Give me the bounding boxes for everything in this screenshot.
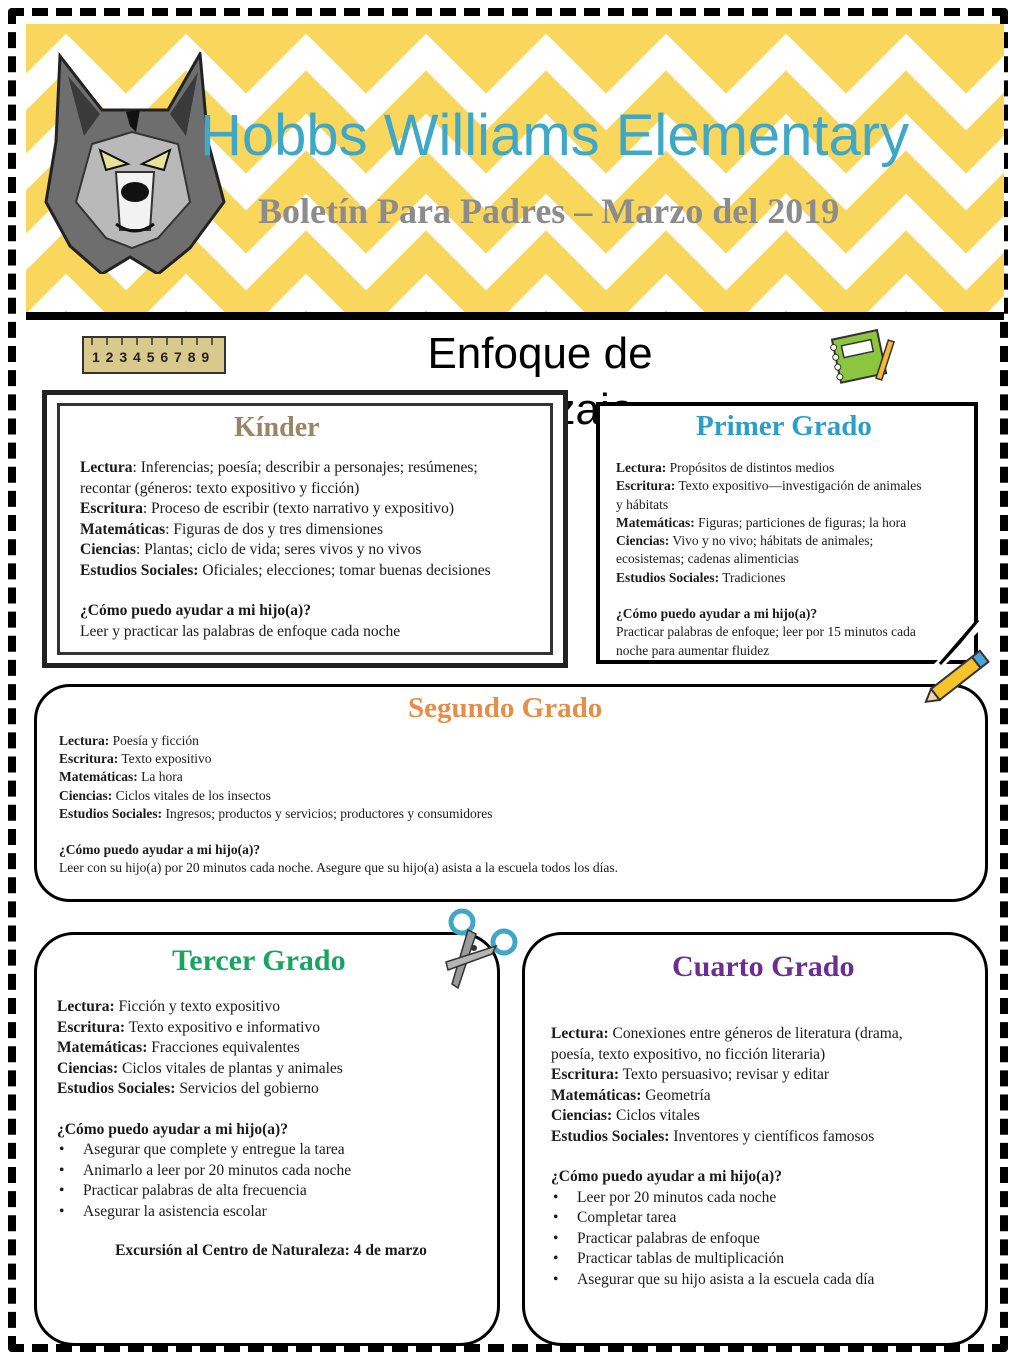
cuarto-grado-title: Cuarto Grado bbox=[672, 950, 855, 983]
tercer-help-list bbox=[57, 1140, 351, 1222]
kinder-title: Kínder bbox=[234, 412, 320, 443]
primer-help-question: ¿Cómo puedo ayudar a mi hijo(a)? bbox=[616, 606, 818, 622]
tercer-field-trip: Excursión al Centro de Naturaleza: 4 de marzo bbox=[115, 1242, 427, 1259]
kinder-content bbox=[80, 458, 491, 642]
tercer-grado-title: Tercer Grado bbox=[172, 944, 346, 977]
cuarto-help-question: ¿Cómo puedo ayudar a mi hijo(a)? bbox=[551, 1168, 782, 1185]
kinder-line: Ciencias: Plantas; ciclo de vida; seres vivos y no vivos bbox=[80, 541, 422, 558]
kinder-line: Lectura: Inferencias; poesía; describir a personajes; resúmenes; bbox=[80, 459, 478, 476]
list-item: • Practicar palabras de enfoque bbox=[551, 1229, 903, 1250]
segundo-grado-title: Segundo Grado bbox=[408, 692, 603, 724]
list-item: • Practicar tablas de multiplicación bbox=[551, 1249, 903, 1270]
kinder-help-answer: Leer y practicar las palabras de enfoque cada noche bbox=[80, 622, 401, 640]
list-item: • Asegurar que su hijo asista a la escuela cada día bbox=[551, 1270, 903, 1291]
list-item: • Leer por 20 minutos cada noche bbox=[551, 1188, 903, 1209]
primer-grado-content: Lectura: Propósitos de distintos medios Escritura: Texto expositivo—investigación de animales y hábitats Matemáticas: Figuras; particiones de figuras; la hora Ciencias: Vivo y no vivo; hábitats de animales; ecosistemas; cadenas alimenticias Estudios Sociales: Tradiciones ¿Cómo puedo ayudar a mi hijo(a)? Practicar palabras de enfoque; leer por 15 minutos cada noche para aumentar fluidez bbox=[616, 459, 922, 660]
list-item: • Asegurar que complete y entregue la tarea bbox=[57, 1140, 351, 1161]
school-name: Hobbs Williams Elementary bbox=[200, 103, 910, 168]
tercer-help-question: ¿Cómo puedo ayudar a mi hijo(a)? bbox=[57, 1120, 288, 1138]
primer-help-answer-cont: noche para aumentar fluidez bbox=[616, 642, 770, 658]
primer-grado-title: Primer Grado bbox=[696, 410, 872, 442]
ruler-icon bbox=[82, 336, 226, 374]
notebook-icon bbox=[826, 326, 896, 386]
kinder-line: Estudios Sociales: Oficiales; elecciones; tomar buenas decisiones bbox=[80, 561, 491, 579]
kinder-help-question: ¿Cómo puedo ayudar a mi hijo(a)? bbox=[80, 602, 311, 619]
section-title: Enfoque de bbox=[427, 329, 653, 378]
list-item: • Asegurar la asistencia escolar bbox=[57, 1202, 351, 1223]
pencil-icon bbox=[916, 640, 1000, 716]
primer-help-answer: Practicar palabras de enfoque; leer por 15 minutos cada bbox=[616, 624, 916, 640]
segundo-grado-content: Lectura: Poesía y ficción Escritura: Texto expositivo Matemáticas: La hora Ciencias: Ciclos vitales de los insectos Estudios Sociales: Ingresos; productos y servicios; productores y consumidores ¿Cómo puedo ayudar a mi hijo(a)? Leer con su hijo(a) por 20 minutos cada noche. Asegure que su hijo(a) asista a la escuela todos los días. bbox=[59, 732, 618, 877]
tercer-grado-content: Lectura: Ficción y texto expositivo Escritura: Texto expositivo e informativo Matemáticas: Fracciones equivalentes Ciencias: Ciclos vitales de plantas y animales Estudios Sociales: Servicios del gobierno ¿Cómo puedo ayudar a mi hijo(a)? • Asegurar que complete y entregue la tarea • Animarlo a leer por 20 minutos cada noche • Practicar palabras de alta frecuencia • Asegurar la asistencia escolar bbox=[57, 997, 351, 1222]
segundo-help-answer: Leer con su hijo(a) por 20 minutos cada noche. Asegure que su hijo(a) asista a la escuela todos los días. bbox=[59, 860, 618, 876]
cuarto-grado-content: Lectura: Conexiones entre géneros de literatura (drama, poesía, texto expositivo, no ficción literaria) Escritura: Texto persuasivo; revisar y editar Matemáticas: Geometría Ciencias: Ciclos vitales Estudios Sociales: Inventores y científicos famosos ¿Cómo puedo ayudar a mi hijo(a)? • Leer por 20 minutos cada noche • Completar tarea • Practicar palabras de enfoque • Practicar tablas de multiplicación • Asegurar que su hijo asista a la escuela cada día bbox=[551, 1024, 903, 1290]
cuarto-help-list bbox=[551, 1188, 903, 1291]
kinder-line: Escritura: Proceso de escribir (texto narrativo y expositivo) bbox=[80, 500, 455, 517]
kinder-line: recontar (géneros: texto expositivo y ficción) bbox=[80, 479, 360, 497]
scissors-icon bbox=[438, 904, 522, 994]
ruler-numbers: 1 2 3 4 5 6 7 8 9 bbox=[92, 349, 211, 365]
header-divider bbox=[26, 312, 1004, 320]
list-item: • Animarlo a leer por 20 minutos cada noche bbox=[57, 1161, 351, 1182]
segundo-help-question: ¿Cómo puedo ayudar a mi hijo(a)? bbox=[59, 842, 261, 858]
list-item: • Completar tarea bbox=[551, 1208, 903, 1229]
list-item: • Practicar palabras de alta frecuencia bbox=[57, 1181, 351, 1202]
newsletter-subtitle: Boletín Para Padres – Marzo del 2019 bbox=[258, 191, 840, 231]
kinder-line: Matemáticas: Figuras de dos y tres dimensiones bbox=[80, 520, 384, 538]
